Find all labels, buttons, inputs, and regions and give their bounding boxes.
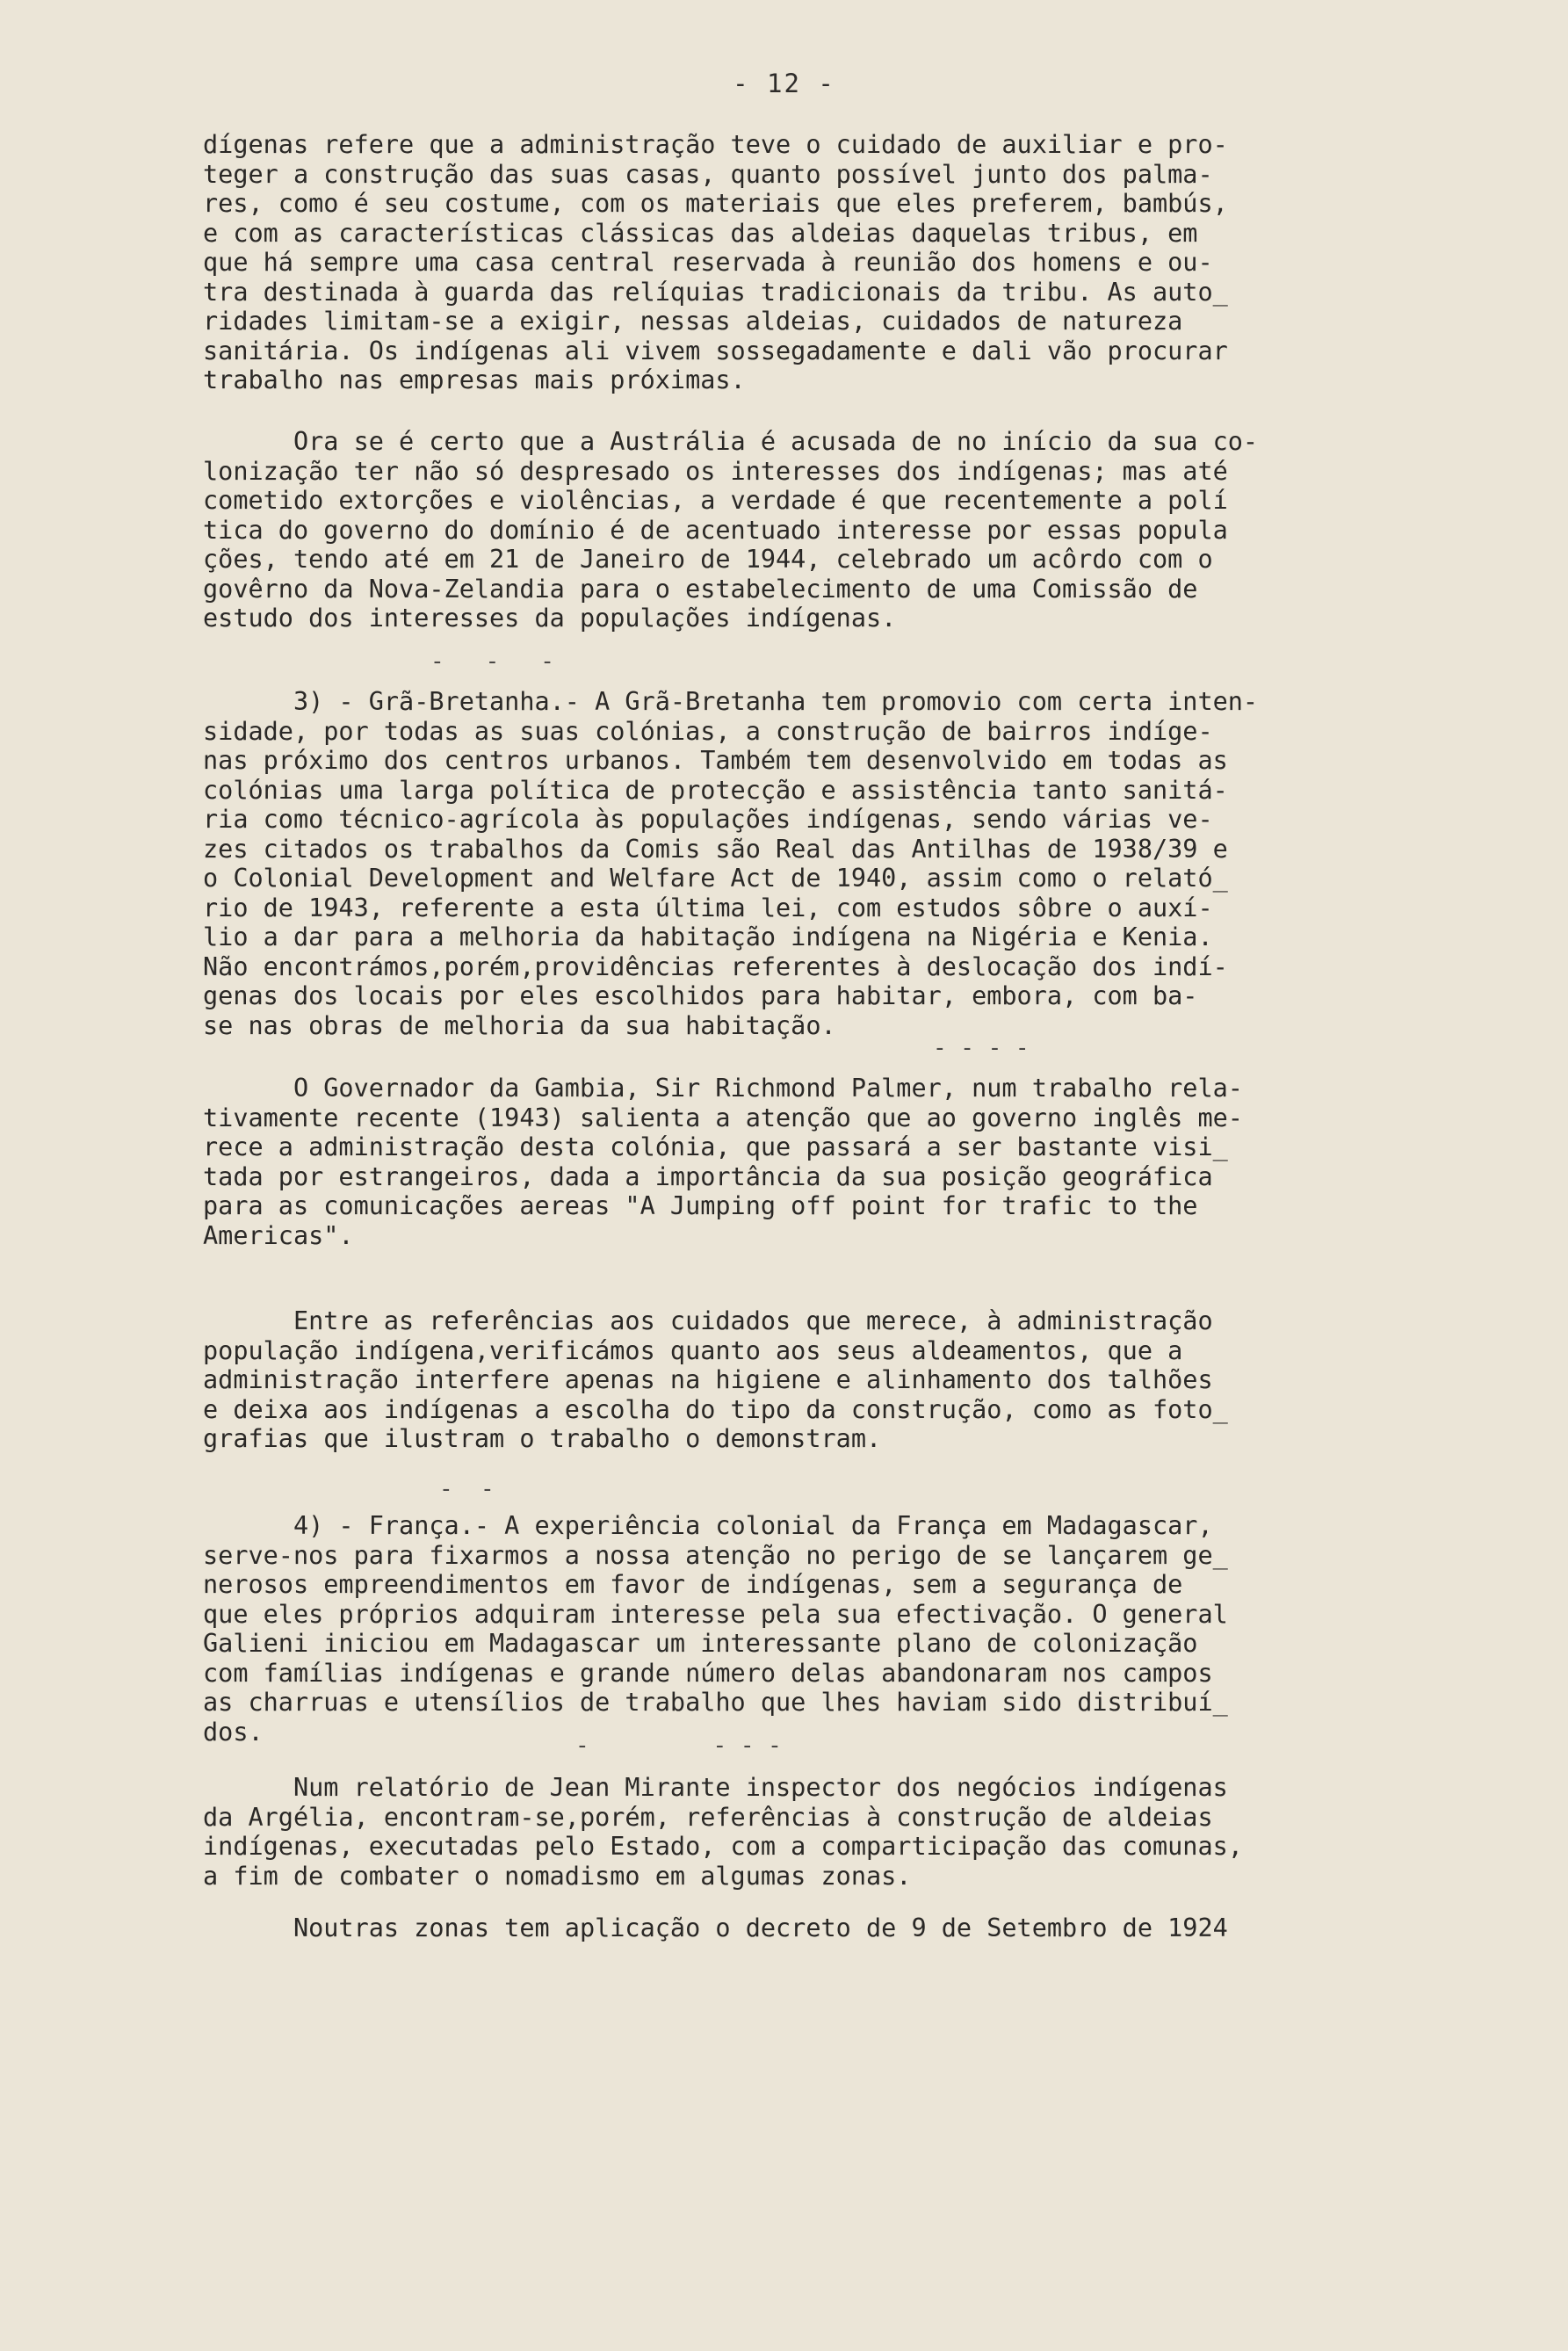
- text-line: Num relatório de Jean Mirante inspector dos negócios indígenas: [203, 1773, 1228, 1802]
- text-line: 3) - Grã-Bretanha.- A Grã-Bretanha tem promovio com certa inten-: [203, 687, 1259, 716]
- text-line: estudo dos interesses da populações indígenas.: [203, 604, 897, 633]
- text-line: lio a dar para a melhoria da habitação indígena na Nigéria e Kenia.: [203, 922, 1213, 951]
- paragraph-4: [203, 1074, 1398, 1250]
- text-line: trabalho nas empresas mais próximas.: [203, 365, 746, 394]
- text-line: tada por estrangeiros, dada a importância da sua posição geográfica: [203, 1161, 1213, 1191]
- text-line: Não encontrámos,porém,providências referentes à deslocação dos indí-: [203, 951, 1228, 981]
- text-line: administração interfere apenas na higiene e alinhamento dos talhões: [203, 1365, 1213, 1394]
- text-line: serve-nos para fixarmos a nossa atenção no perigo de se lançarem ge_: [203, 1540, 1228, 1570]
- text-line: govêrno da Nova-Zelandia para o estabelecimento de uma Comissão de: [203, 574, 1198, 604]
- text-line: tra destinada à guarda das relíquias tradicionais da tribu. As auto_: [203, 277, 1228, 307]
- text-line: sidade, por todas as suas colónias, a construção de bairros indíge-: [203, 716, 1213, 746]
- text-line: zes citados os trabalhos da Comis são Real das Antilhas de 1938/39 e: [203, 834, 1228, 864]
- text-line: com famílias indígenas e grande número delas abandonaram nos campos: [203, 1658, 1213, 1688]
- text-line: 4) - França.- A experiência colonial da França em Madagascar,: [203, 1511, 1213, 1540]
- text-line: ções, tendo até em 21 de Janeiro de 1944, celebrado um acôrdo com o: [203, 545, 1213, 574]
- text-line: Galieni iniciou em Madagascar um interessante plano de colonização: [203, 1629, 1198, 1658]
- text-line: sanitária. Os indígenas ali vivem sossegadamente e dali vão procurar: [203, 336, 1228, 365]
- text-line: que há sempre uma casa central reservada à reunião dos homens e ou-: [203, 248, 1213, 277]
- text-line: dos.: [203, 1717, 264, 1747]
- text-line: que eles próprios adquiram interesse pela sua efectivação. O general: [203, 1599, 1228, 1629]
- text-line: tivamente recente (1943) salienta a atenção que ao governo inglês me-: [203, 1103, 1243, 1132]
- paragraph-1: [203, 130, 1398, 395]
- text-line: colónias uma larga política de protecção e assistência tanto sanitá-: [203, 775, 1228, 805]
- separator-dashes: - -: [439, 1476, 495, 1502]
- paragraph-2: [203, 427, 1398, 633]
- text-line: O Governador da Gambia, Sir Richmond Palmer, num trabalho rela-: [203, 1074, 1243, 1103]
- text-line: para as comunicações aereas "A Jumping off point for trafic to the: [203, 1191, 1198, 1220]
- page-number: - 12 -: [733, 69, 835, 98]
- text-line: teger a construção das suas casas, quanto possível junto dos palma-: [203, 159, 1213, 189]
- text-line: Americas".: [203, 1220, 354, 1250]
- paragraph-5: [203, 1306, 1398, 1454]
- text-line: as charruas e utensílios de trabalho que lhes haviam sido distribuí_: [203, 1688, 1228, 1717]
- paragraph-6: [203, 1511, 1398, 1747]
- text-line: genas dos locais por eles escolhidos para habitar, embora, com ba-: [203, 981, 1198, 1010]
- separator-dashes: - - - -: [575, 1733, 782, 1759]
- text-line: indígenas, executadas pelo Estado, com a comparticipação das comunas,: [203, 1832, 1243, 1861]
- text-line: ridades limitam-se a exigir, nessas aldeias, cuidados de natureza: [203, 307, 1183, 336]
- paragraph-3: [203, 687, 1398, 1040]
- text-line: e com as características clássicas das aldeias daquelas tribus, em: [203, 218, 1198, 248]
- separator-dashes: - - - -: [933, 1035, 1030, 1061]
- text-line: e deixa aos indígenas a escolha do tipo da construção, como as foto_: [203, 1394, 1228, 1424]
- text-line: rece a administração desta colónia, que passará a ser bastante visi_: [203, 1132, 1228, 1161]
- text-line: Noutras zonas tem aplicação o decreto de 9 de Setembro de 1924: [203, 1913, 1228, 1942]
- text-line: res, como é seu costume, com os materiais que eles preferem, bambús,: [203, 189, 1228, 218]
- text-line: tica do governo do domínio é de acentuado interesse por essas popula: [203, 515, 1228, 545]
- text-line: dígenas refere que a administração teve o cuidado de auxiliar e pro-: [203, 130, 1228, 159]
- text-line: a fim de combater o nomadismo em algumas zonas.: [203, 1861, 912, 1891]
- text-line: cometido extorções e violências, a verdade é que recentemente a polí: [203, 486, 1228, 515]
- separator-dashes: - - -: [430, 648, 554, 675]
- text-line: grafias que ilustram o trabalho o demonstram.: [203, 1424, 882, 1453]
- text-line: da Argélia, encontram-se,porém, referências à construção de aldeias: [203, 1802, 1213, 1832]
- text-line: Ora se é certo que a Austrália é acusada de no início da sua co-: [203, 427, 1259, 456]
- text-line: Entre as referências aos cuidados que merece, à administração: [203, 1306, 1213, 1335]
- text-line: ria como técnico-agrícola às populações indígenas, sendo várias ve-: [203, 805, 1213, 834]
- text-line: o Colonial Development and Welfare Act de 1940, assim como o relató_: [203, 864, 1228, 893]
- text-line: população indígena,verificámos quanto aos seus aldeamentos, que a: [203, 1335, 1183, 1365]
- text-line: se nas obras de melhoria da sua habitação.: [203, 1010, 836, 1040]
- text-line: nas próximo dos centros urbanos. Também tem desenvolvido em todas as: [203, 746, 1228, 775]
- text-line: lonização ter não só despresado os interesses dos indígenas; mas até: [203, 456, 1228, 486]
- paragraph-7: [203, 1773, 1398, 1891]
- text-line: nerosos empreendimentos em favor de indígenas, sem a segurança de: [203, 1570, 1183, 1599]
- paragraph-8: [203, 1913, 1398, 1943]
- text-line: rio de 1943, referente a esta última lei, com estudos sôbre o auxí-: [203, 893, 1213, 922]
